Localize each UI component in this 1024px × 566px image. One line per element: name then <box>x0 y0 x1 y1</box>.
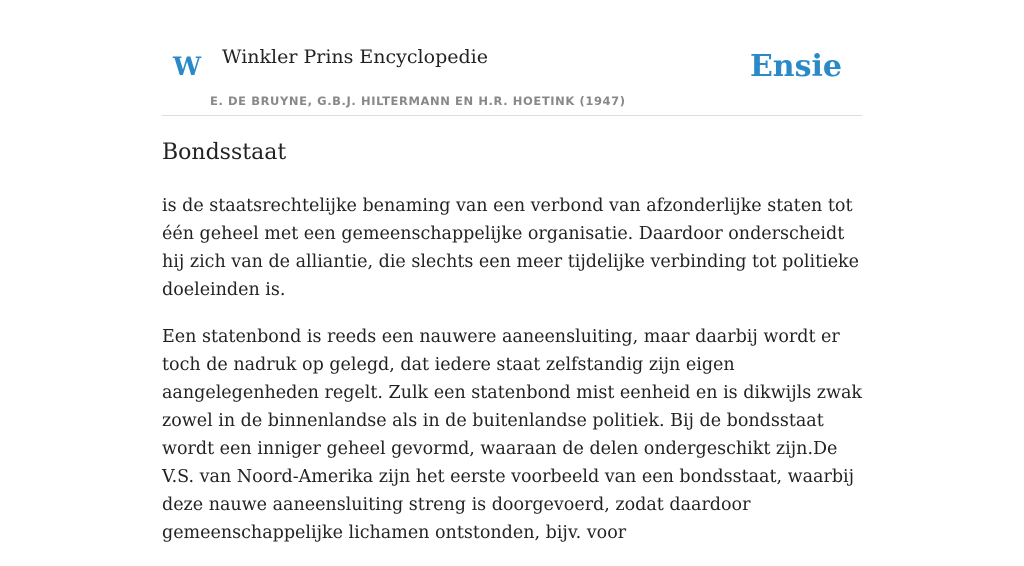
article-paragraph: is de staatsrechtelijke benaming van een verbond van afzonderlijke staten tot één geheel met een gemeenschappelijke organisatie. Daardoor onderscheidt hij zich van de alliantie, die slechts een meer tijdelijke verbinding tot politieke doeleinden is. <box>162 196 860 300</box>
article-title: Bondsstaat <box>162 140 287 165</box>
ensie-logo-link[interactable]: Ensie <box>749 49 842 84</box>
winkler-prins-logo[interactable]: W <box>173 52 202 81</box>
source-title[interactable]: Winkler Prins Encyclopedie <box>222 46 488 68</box>
article-body <box>162 192 862 566</box>
page <box>162 0 863 543</box>
article-paragraph: Een statenbond is reeds een nauwere aaneensluiting, maar daarbij wordt er toch de nadruk op gelegd, dat iedere staat zelfstandig zijn eigen aangelegenheden regelt. Zulk een statenbond mist eenheid en is dikwijls zwak zowel in de binnenlandse als in de buitenlandse politiek. Bij de bondsstaat wordt een inniger geheel gevormd, waaraan de delen ondergeschikt zijn.De V.S. van Noord-Amerika zijn het eerste voorbeeld van een bondsstaat, waarbij deze nauwe aaneensluiting streng is doorgevoerd, zodat daardoor gemeenschappelijke lichamen ontstonden, bijv. voor <box>162 327 863 543</box>
site-header <box>162 0 862 116</box>
source-authors: E. DE BRUYNE, G.B.J. HILTERMANN EN H.R. HOETINK (1947) <box>210 94 626 108</box>
